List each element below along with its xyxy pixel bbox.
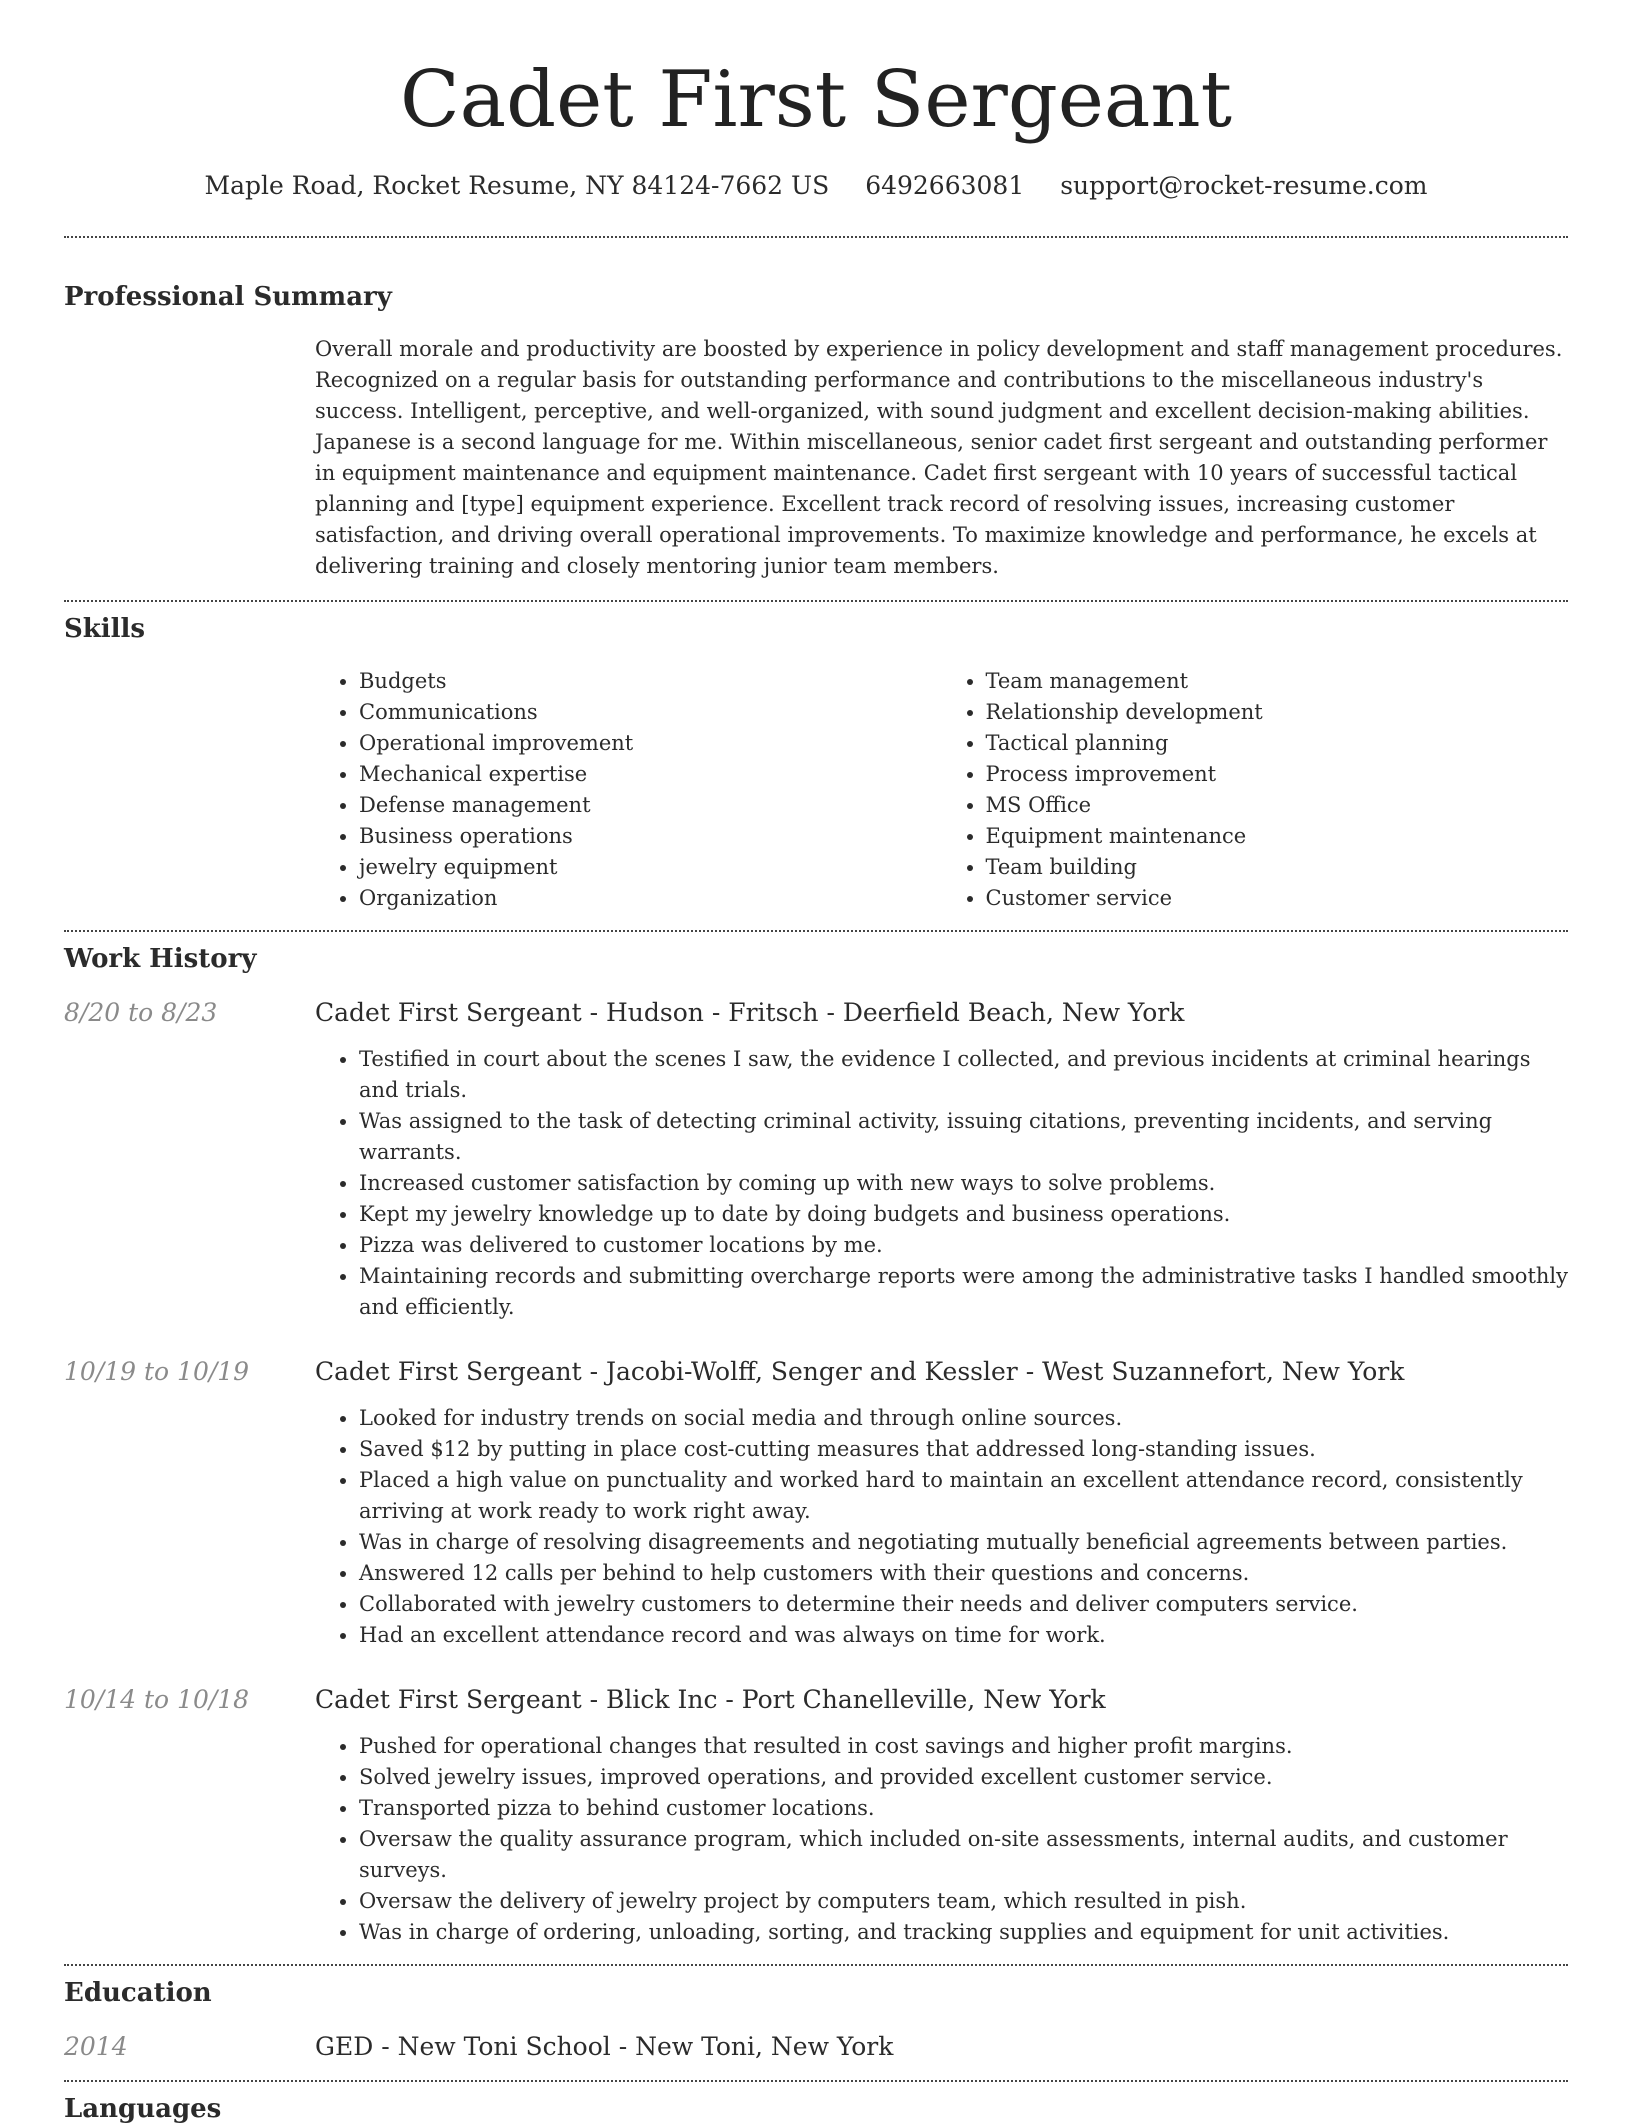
- education-section: [64, 1976, 1568, 2064]
- section-divider: [64, 1964, 1568, 1966]
- job-bullets: [315, 1403, 1568, 1651]
- job-dates: 10/19 to 10/19: [64, 1357, 250, 1386]
- job-bullet: • Looked for industry trends on social media and through online sources.: [359, 1403, 1568, 1434]
- job-bullet: • Was assigned to the task of detecting criminal activity, issuing citations, preventing incidents, and serving warrants.: [359, 1106, 1568, 1168]
- job-entry: [64, 996, 1568, 1323]
- job-bullet: • Answered 12 calls per behind to help customers with their questions and concerns.: [359, 1558, 1568, 1589]
- job-bullets: [315, 1044, 1568, 1323]
- job-bullet: • Pizza was delivered to customer locations by me.: [359, 1230, 1568, 1261]
- skill-item: • Team management: [986, 666, 1569, 697]
- section-divider: [64, 600, 1568, 602]
- skill-item: • Equipment maintenance: [986, 821, 1569, 852]
- skill-item: • Team building: [986, 852, 1569, 883]
- education-title: Education: [64, 1978, 212, 2008]
- summary-section: [64, 280, 1568, 582]
- summary-text: Overall morale and productivity are boosted by experience in policy development and staff management procedures. Recognized on a regular basis for outstanding performance and contributions to the miscellaneous industry's success. Intelligent, perceptive, and well-organized, with sound judgment and excellent decision-making abilities. Japanese is a second language for me. Within miscellaneous, senior cadet first sergeant and outstanding performer in equipment maintenance and equipment maintenance. Cadet first sergeant with 10 years of successful tactical planning and [type] equipment experience. Excellent track record of resolving issues, increasing customer satisfaction, and driving overall operational improvements. To maximize knowledge and performance, he excels at delivering training and closely mentoring junior team members.: [315, 337, 1563, 578]
- job-bullet: • Oversaw the quality assurance program, which included on-site assessments, internal audits, and customer surveys.: [359, 1824, 1568, 1886]
- skills-list-right: [942, 666, 1569, 914]
- section-divider: [64, 930, 1568, 932]
- job-entry: [64, 1355, 1568, 1651]
- section-divider: [64, 236, 1568, 238]
- contact-address: Maple Road, Rocket Resume, NY 84124-7662 US: [204, 171, 830, 200]
- job-bullet: • Pushed for operational changes that resulted in cost savings and higher profit margins.: [359, 1731, 1568, 1762]
- skill-item: • Process improvement: [986, 759, 1569, 790]
- work-title: Work History: [64, 944, 257, 974]
- job-bullet: • Was in charge of ordering, unloading, sorting, and tracking supplies and equipment for unit activities.: [359, 1917, 1568, 1948]
- skill-item: • Communications: [359, 697, 942, 728]
- skill-item: • Operational improvement: [359, 728, 942, 759]
- job-bullet: • Collaborated with jewelry customers to determine their needs and deliver computers service.: [359, 1589, 1568, 1620]
- job-dates: 10/14 to 10/18: [64, 1685, 250, 1714]
- skill-item: • Relationship development: [986, 697, 1569, 728]
- job-bullet: • Testified in court about the scenes I saw, the evidence I collected, and previous incidents at criminal hearings and trials.: [359, 1044, 1568, 1106]
- job-bullet: • Had an excellent attendance record and was always on time for work.: [359, 1620, 1568, 1651]
- skill-item: • MS Office: [986, 790, 1569, 821]
- job-bullet: • Maintaining records and submitting overcharge reports were among the administrative tasks I handled smoothly and efficiently.: [359, 1261, 1568, 1323]
- skill-item: • Defense management: [359, 790, 942, 821]
- candidate-name: Cadet First Sergeant: [400, 55, 1232, 145]
- skills-section: [64, 612, 1568, 914]
- education-date: 2014: [64, 2032, 128, 2061]
- work-section: [64, 942, 1568, 1948]
- contact-line: [64, 168, 1568, 204]
- contact-email: support@rocket-resume.com: [1060, 171, 1428, 200]
- skills-title: Skills: [64, 614, 146, 644]
- skill-item: • Organization: [359, 883, 942, 914]
- job-dates: 8/20 to 8/23: [64, 998, 218, 1027]
- job-bullet: • Solved jewelry issues, improved operations, and provided excellent customer service.: [359, 1762, 1568, 1793]
- skills-list-left: [315, 666, 942, 914]
- job-bullet: • Oversaw the delivery of jewelry project by computers team, which resulted in pish.: [359, 1886, 1568, 1917]
- skill-item: • Tactical planning: [986, 728, 1569, 759]
- job-title: Cadet First Sergeant - Blick Inc - Port Chanelleville, New York: [315, 1685, 1106, 1714]
- section-divider: [64, 2080, 1568, 2082]
- skill-item: • Business operations: [359, 821, 942, 852]
- contact-phone: 6492663081: [865, 171, 1025, 200]
- job-title: Cadet First Sergeant - Hudson - Fritsch - Deerfield Beach, New York: [315, 998, 1185, 1027]
- summary-title: Professional Summary: [64, 282, 392, 312]
- job-title: Cadet First Sergeant - Jacobi-Wolff, Senger and Kessler - West Suzannefort, New York: [315, 1357, 1405, 1386]
- skill-item: • Mechanical expertise: [359, 759, 942, 790]
- skill-item: • Customer service: [986, 883, 1569, 914]
- languages-section: [64, 2092, 1568, 2126]
- skill-item: • Budgets: [359, 666, 942, 697]
- languages-title: Languages: [64, 2094, 222, 2124]
- education-entry: GED - New Toni School - New Toni, New York: [315, 2032, 894, 2061]
- job-bullet: • Saved $12 by putting in place cost-cutting measures that addressed long-standing issues.: [359, 1434, 1568, 1465]
- job-bullets: [315, 1731, 1568, 1948]
- job-bullet: • Placed a high value on punctuality and worked hard to maintain an excellent attendance record, consistently arriving at work ready to work right away.: [359, 1465, 1568, 1527]
- job-bullet: • Was in charge of resolving disagreements and negotiating mutually beneficial agreements between parties.: [359, 1527, 1568, 1558]
- job-entry: [64, 1683, 1568, 1948]
- skill-item: • jewelry equipment: [359, 852, 942, 883]
- job-bullet: • Transported pizza to behind customer locations.: [359, 1793, 1568, 1824]
- job-bullet: • Increased customer satisfaction by coming up with new ways to solve problems.: [359, 1168, 1568, 1199]
- job-bullet: • Kept my jewelry knowledge up to date by doing budgets and business operations.: [359, 1199, 1568, 1230]
